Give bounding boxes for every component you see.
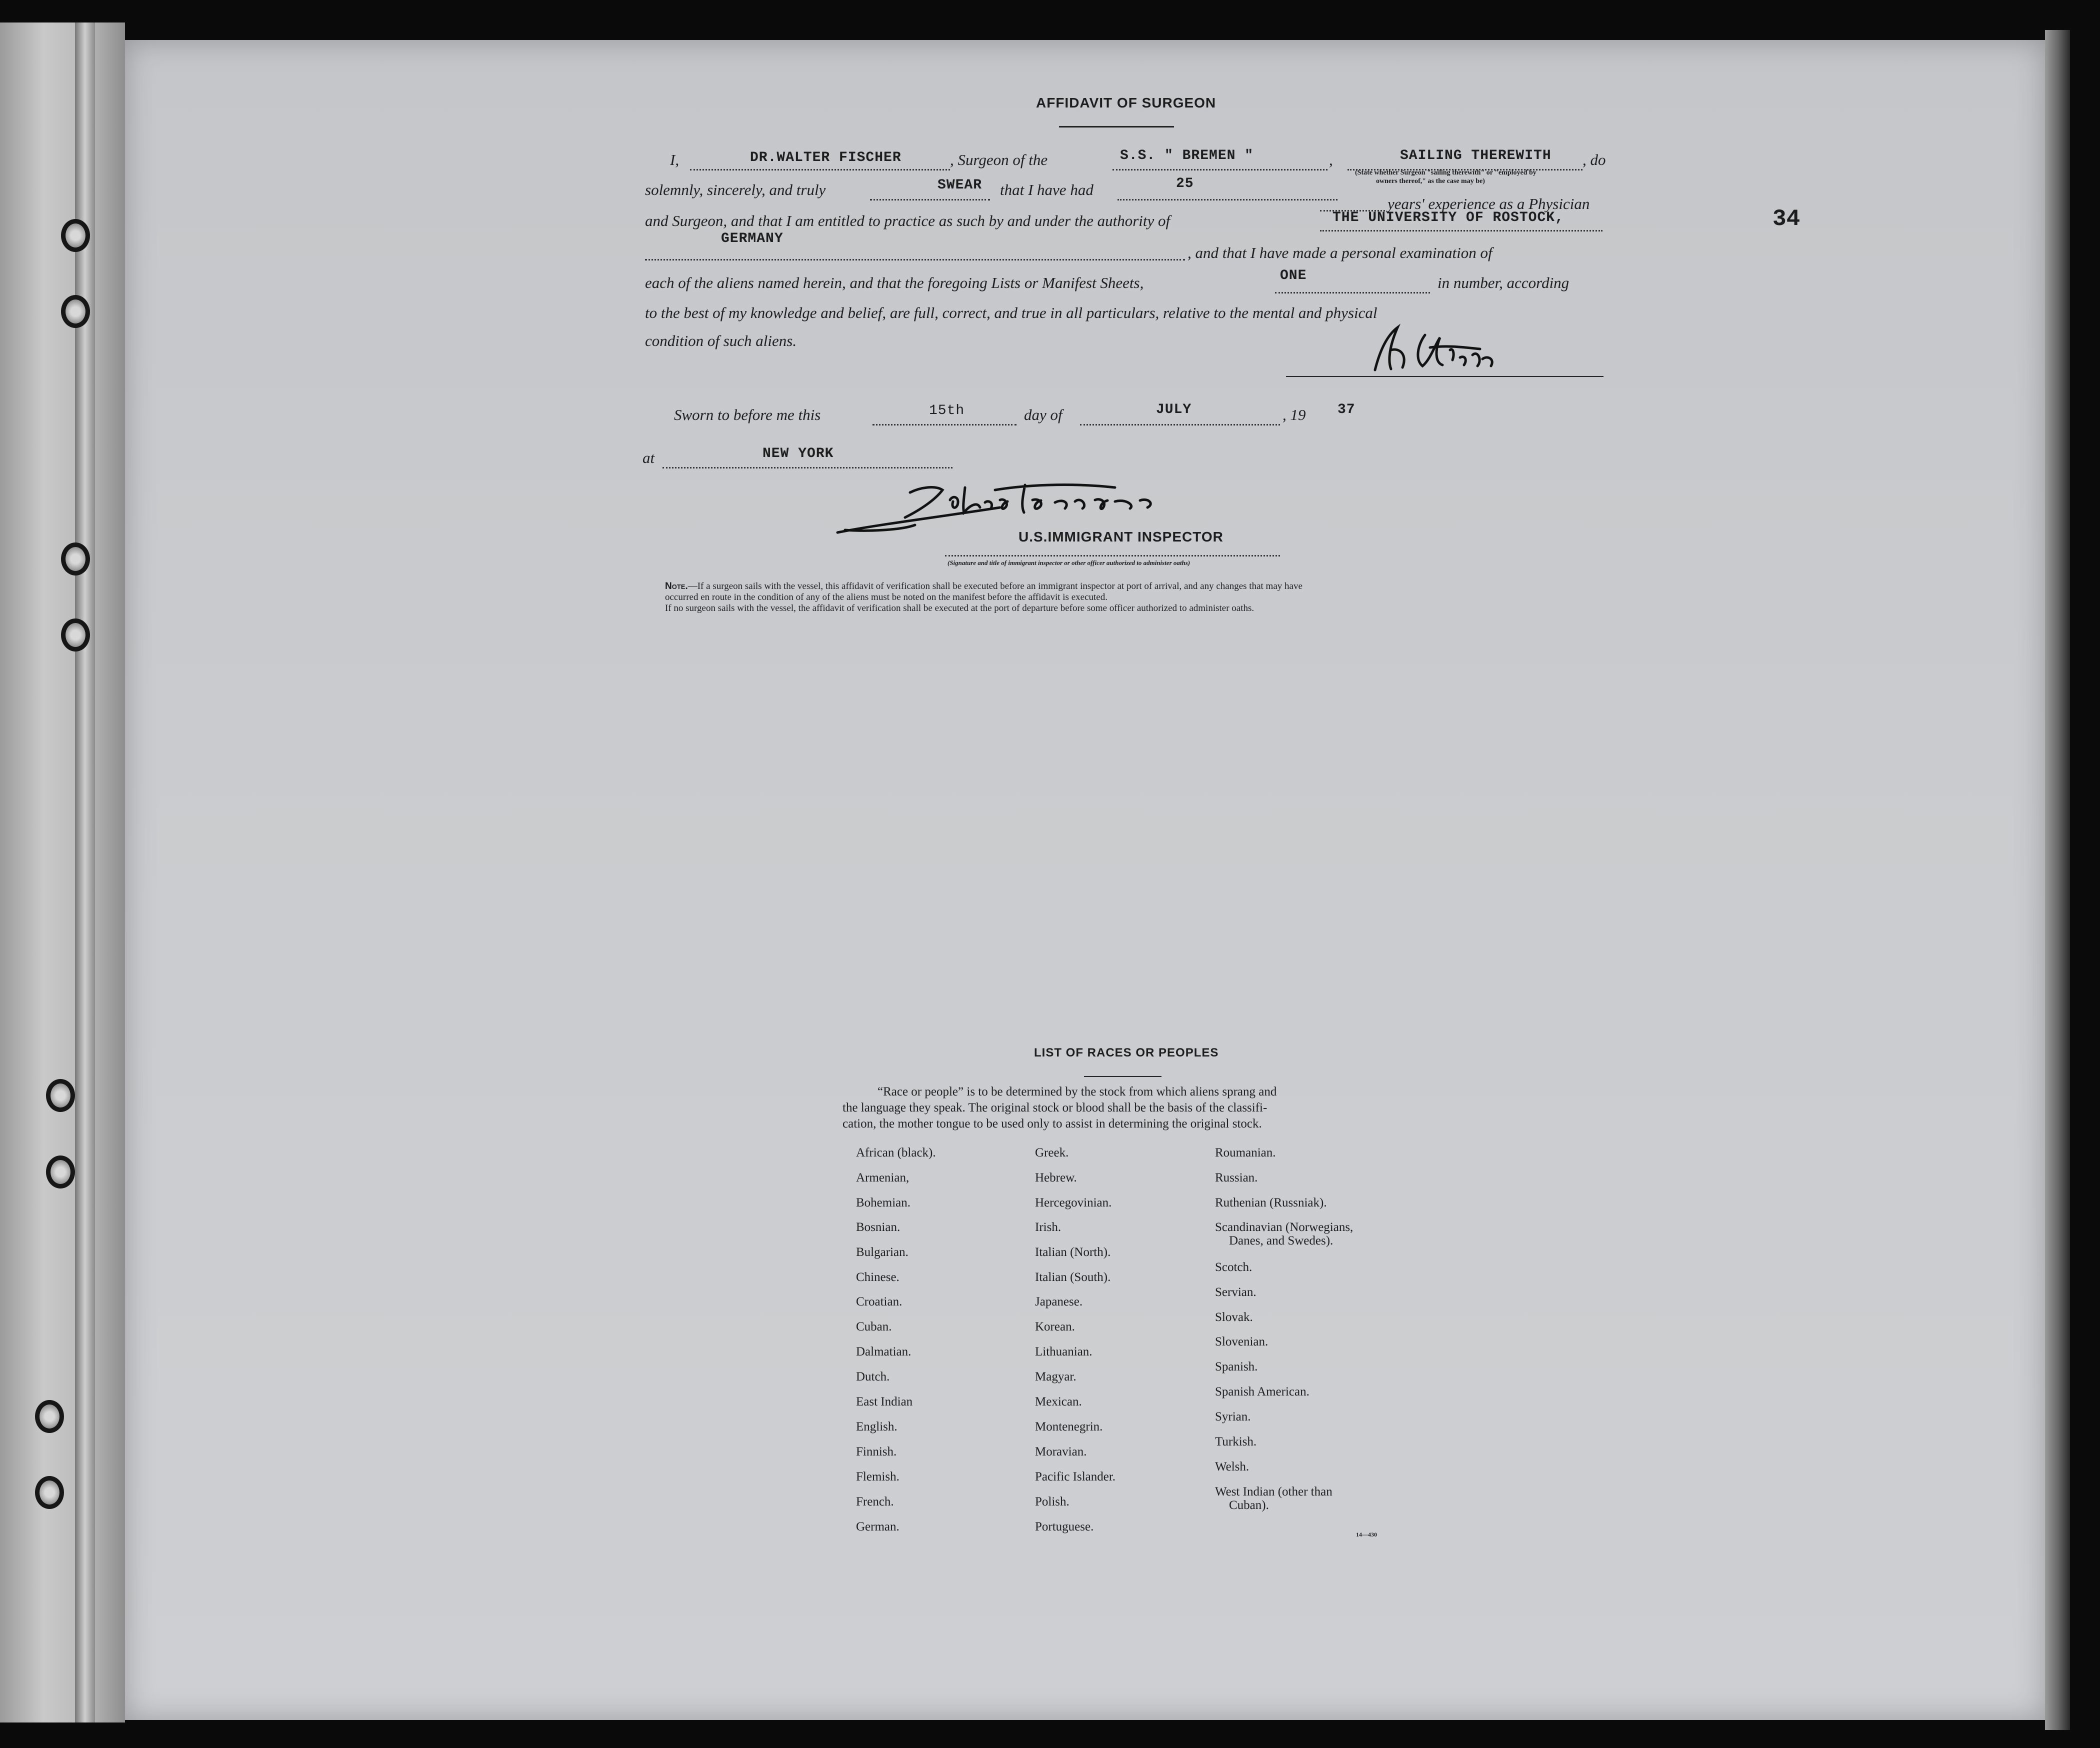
races-title-rule (1084, 1076, 1162, 1077)
at-text: at (642, 449, 655, 466)
manifest-page (125, 40, 2045, 1720)
race-item: English. (856, 1420, 898, 1434)
sworn-place: NEW YORK (762, 446, 834, 462)
races-intro-3: cation, the mother tongue to be used only to assist in determining the original stock. (842, 1117, 1262, 1130)
race-item: Korean. (1035, 1320, 1075, 1334)
race-item: Roumanian. (1215, 1146, 1276, 1160)
race-item: Bulgarian. (856, 1246, 908, 1259)
binding-strip (0, 22, 125, 1722)
race-item: Magyar. (1035, 1370, 1076, 1384)
race-item: Croatian. (856, 1295, 902, 1308)
race-item: Italian (South). (1035, 1270, 1111, 1284)
punch-hole (35, 1476, 64, 1509)
authority-text: and Surgeon, and that I am entitled to practice as such by and under the authority of (645, 212, 1170, 230)
race-item: West Indian (other than (1215, 1485, 1332, 1498)
note-line-2: occurred en route in the condition of any of the aliens must be noted on the manifest before the affidavit is executed. (665, 592, 1108, 602)
race-item: Turkish. (1215, 1435, 1257, 1448)
title-rule (1059, 126, 1174, 128)
race-item: Slovenian. (1215, 1335, 1268, 1348)
races-intro-2: the language they speak. The original stock or blood shall be the basis of the classifi- (842, 1101, 1268, 1114)
race-item: French. (856, 1495, 894, 1508)
race-item: Bohemian. (856, 1196, 911, 1210)
race-item: Welsh. (1215, 1460, 1250, 1474)
licensing-authority-country: GERMANY (721, 231, 784, 246)
note-line-1 (665, 581, 1302, 592)
note-label: Note. (665, 581, 688, 592)
race-item: Montenegrin. (1035, 1420, 1103, 1434)
punch-hole (61, 542, 90, 576)
status-instruction-cont: owners thereof," as the case may be) (1376, 178, 1485, 185)
race-item: Danes, and Swedes). (1229, 1234, 1334, 1248)
race-item: Scandinavian (Norwegians, (1215, 1220, 1354, 1234)
year-prefix: , 19 (1282, 406, 1306, 424)
licensing-authority: THE UNIVERSITY OF ROSTOCK, (1332, 210, 1564, 226)
in-number-text: in number, according (1438, 274, 1570, 292)
race-item: Servian. (1215, 1286, 1256, 1299)
sworn-year: 37 (1338, 402, 1356, 418)
race-item: Russian. (1215, 1171, 1258, 1184)
punch-hole (46, 1156, 75, 1188)
race-item: Slovak. (1215, 1310, 1253, 1324)
page-edge (2045, 30, 2070, 1730)
inspector-title: U.S.IMMIGRANT INSPECTOR (1018, 529, 1224, 544)
race-item: Mexican. (1035, 1395, 1082, 1408)
surgeon-signature (1360, 320, 1550, 375)
races-title: LIST OF RACES OR PEOPLES (1034, 1046, 1219, 1060)
races-intro-1: “Race or people” is to be determined by the stock from which aliens sprang and (878, 1085, 1277, 1098)
race-item: Cuban. (856, 1320, 892, 1334)
race-item: Cuban). (1229, 1498, 1269, 1512)
race-item: Spanish. (1215, 1360, 1258, 1374)
years-blank (1118, 181, 1338, 200)
form-number: 14—430 (1356, 1531, 1377, 1538)
race-item: Irish. (1035, 1220, 1062, 1234)
sheet-count: ONE (1280, 268, 1307, 284)
knowledge-text: to the best of my knowledge and belief, are full, correct, and true in all particulars, relative to the mental and physical (645, 304, 1378, 322)
race-item: Scotch. (1215, 1260, 1252, 1274)
solemnly-text: solemnly, sincerely, and truly (645, 181, 826, 198)
vessel-comma: , (1329, 151, 1333, 168)
oath-word: SWEAR (938, 178, 982, 193)
race-item: Greek. (1035, 1146, 1069, 1160)
surgeon-status: SAILING THEREWITH (1400, 148, 1552, 164)
binding-spine (75, 22, 95, 1722)
race-item: Bosnian. (856, 1220, 900, 1234)
note-text-1: —If a surgeon sails with the vessel, this affidavit of verification shall be executed before an immigrant inspector at port of arrival, and any changes that may have (688, 581, 1302, 592)
day-of-text: day of (1024, 406, 1062, 424)
race-item: Finnish. (856, 1445, 897, 1458)
punch-hole (61, 295, 90, 328)
race-item: Armenian, (856, 1171, 910, 1184)
condition-text: condition of such aliens. (645, 332, 797, 350)
surgeon-of-text: , Surgeon of the (950, 151, 1048, 168)
punch-hole (61, 219, 90, 252)
race-item: Italian (North). (1035, 1246, 1111, 1259)
note-line-3: If no surgeon sails with the vessel, the affidavit of verification shall be executed at the port of departure before some officer authorized to administer oaths. (665, 603, 1254, 614)
inspector-signature-line (945, 540, 1280, 556)
manifest-sheets-text: each of the aliens named herein, and that the foregoing Lists or Manifest Sheets, (645, 274, 1144, 292)
race-item: Hebrew. (1035, 1171, 1077, 1184)
race-item: East Indian (856, 1395, 913, 1408)
affidavit-title: AFFIDAVIT OF SURGEON (1036, 95, 1216, 110)
status-instruction: (State whether Surgeon "sailing therewith" or "employed by (1355, 169, 1536, 176)
inspector-caption: (Signature and title of immigrant inspector or other officer authorized to administer oaths) (948, 559, 1190, 566)
years-experience: 25 (1176, 176, 1194, 192)
punch-hole (46, 1079, 75, 1112)
physician-text: years' experience as a Physician (1388, 195, 1590, 212)
race-item: Japanese. (1035, 1295, 1083, 1308)
race-item: African (black). (856, 1146, 936, 1160)
race-item: Portuguese. (1035, 1520, 1094, 1534)
race-item: German. (856, 1520, 900, 1534)
sworn-month: JULY (1156, 402, 1192, 418)
surgeon-name: DR.WALTER FISCHER (750, 150, 902, 166)
race-item: Spanish American. (1215, 1385, 1310, 1398)
race-item: Hercegovinian. (1035, 1196, 1112, 1210)
years-blank-cont (1320, 198, 1385, 212)
vessel-name: S.S. " BREMEN " (1120, 148, 1254, 164)
race-item: Ruthenian (Russniak). (1215, 1196, 1327, 1210)
page-number: 34 (1772, 206, 1800, 232)
sworn-text: Sworn to before me this (674, 406, 821, 424)
do-text: , do (1582, 151, 1606, 168)
race-item: Moravian. (1035, 1445, 1087, 1458)
race-item: Flemish. (856, 1470, 900, 1484)
affidavit-prefix: I, (670, 151, 680, 168)
race-item: Dutch. (856, 1370, 890, 1384)
surgeon-signature-line (1286, 376, 1604, 377)
examination-text: , and that I have made a personal examination of (1188, 244, 1492, 262)
years-had-text: that I have had (1000, 181, 1094, 198)
race-item: Lithuanian. (1035, 1345, 1092, 1358)
race-item: Chinese. (856, 1270, 900, 1284)
punch-hole (61, 618, 90, 652)
race-item: Syrian. (1215, 1410, 1251, 1424)
punch-hole (35, 1400, 64, 1433)
sworn-day: 15th (929, 403, 965, 418)
race-item: Dalmatian. (856, 1345, 912, 1358)
race-item: Polish. (1035, 1495, 1070, 1508)
race-item: Pacific Islander. (1035, 1470, 1116, 1484)
